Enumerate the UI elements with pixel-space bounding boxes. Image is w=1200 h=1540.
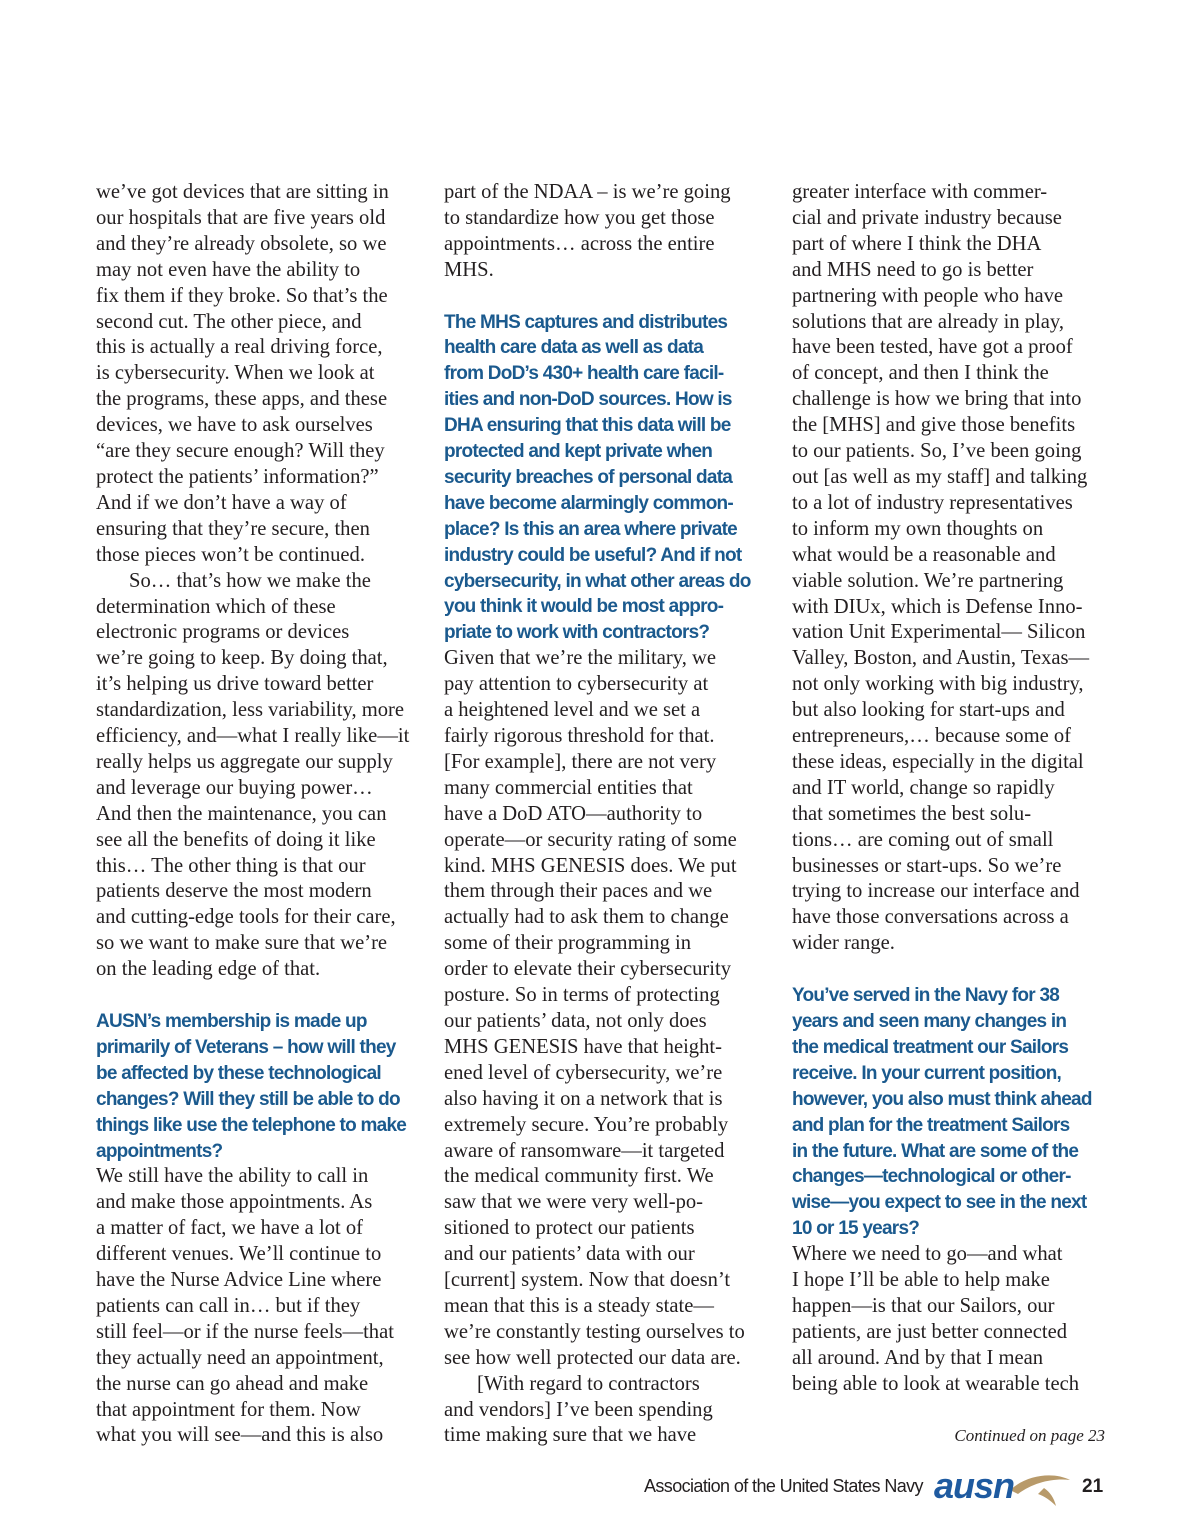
text-line: we’ve got devices that are sitting in bbox=[96, 181, 389, 203]
text-line: I hope I’ll be able to help make bbox=[792, 1269, 1050, 1292]
text-line: wise—you expect to see in the next bbox=[792, 1192, 1087, 1214]
text-line: the nurse can go ahead and make bbox=[96, 1372, 369, 1395]
text-line: and vendors] I’ve been spending bbox=[444, 1398, 713, 1421]
text-line: patients can call in… but if they bbox=[96, 1294, 361, 1317]
paragraph bbox=[792, 1242, 1110, 1397]
text-line: second cut. The other piece, and bbox=[96, 310, 362, 333]
text-line: also having it on a network that is bbox=[444, 1087, 723, 1110]
logo-text: ausn bbox=[934, 1466, 1015, 1506]
text-line: is cybersecurity. When we look at bbox=[96, 362, 375, 385]
text-line: protected and kept private when bbox=[444, 441, 713, 463]
text-line: security breaches of personal data bbox=[444, 466, 733, 488]
text-line: ities and non-DoD sources. How is bbox=[444, 389, 732, 411]
interview-question bbox=[444, 310, 760, 647]
text-line: to inform my own thoughts on bbox=[792, 517, 1044, 540]
text-line: receive. In your current position, bbox=[792, 1062, 1062, 1084]
text-line: So… that’s how we make the bbox=[129, 569, 371, 592]
paragraph bbox=[96, 1164, 414, 1449]
text-line: [For example], there are not very bbox=[444, 750, 717, 773]
text-line: be affected by these technological bbox=[96, 1062, 381, 1084]
text-line: MHS. bbox=[444, 258, 494, 281]
text-line: 10 or 15 years? bbox=[792, 1218, 920, 1240]
paragraph bbox=[792, 180, 1110, 957]
text-line: that appointment for them. Now bbox=[96, 1398, 361, 1421]
paragraph bbox=[96, 569, 414, 984]
text-line: priate to work with contractors? bbox=[444, 622, 710, 644]
text-line: ened level of cybersecurity, we’re bbox=[444, 1061, 723, 1084]
interview-question bbox=[96, 1009, 414, 1164]
text-line: have a DoD ATO—authority to bbox=[444, 802, 703, 825]
text-line: businesses or start-ups. So we’re bbox=[792, 854, 1062, 877]
text-line: sitioned to protect our patients bbox=[444, 1217, 695, 1240]
text-line: may not even have the ability to bbox=[96, 258, 361, 281]
text-line: posture. So in terms of protecting bbox=[444, 984, 720, 1007]
text-line: see all the benefits of doing it like bbox=[96, 828, 376, 851]
column-2 bbox=[444, 180, 760, 1449]
text-line: We still have the ability to call in bbox=[96, 1165, 369, 1188]
text-line: tions… are coming out of small bbox=[792, 828, 1054, 851]
text-line: viable solution. We’re partnering bbox=[792, 569, 1064, 592]
text-line: so we want to make sure that we’re bbox=[96, 932, 388, 955]
text-line: and plan for the treatment Sailors bbox=[792, 1114, 1070, 1136]
text-line: the medical community first. We bbox=[444, 1165, 714, 1188]
text-line: in the future. What are some of the bbox=[792, 1140, 1079, 1162]
text-line: the [MHS] and give those benefits bbox=[792, 414, 1076, 437]
logo-swoosh bbox=[1010, 1475, 1070, 1494]
text-line: place? Is this an area where private bbox=[444, 518, 737, 540]
text-line: this is actually a real driving force, bbox=[96, 336, 383, 359]
text-line: ensuring that they’re secure, then bbox=[96, 517, 370, 540]
text-line: some of their programming in bbox=[444, 932, 692, 955]
text-line: And then the maintenance, you can bbox=[96, 802, 387, 825]
text-line: appointments… across the entire bbox=[444, 232, 715, 255]
text-line: health care data as well as data bbox=[444, 337, 704, 359]
text-line: entrepreneurs,… because some of bbox=[792, 725, 1072, 748]
text-line: patients, are just better connected bbox=[792, 1320, 1068, 1343]
text-line: partnering with people who have bbox=[792, 284, 1064, 307]
column-1 bbox=[96, 180, 414, 1449]
text-line: we’re constantly testing ourselves to bbox=[444, 1320, 745, 1343]
text-line: Valley, Boston, and Austin, Texas— bbox=[792, 647, 1090, 670]
text-line: AUSN’s membership is made up bbox=[96, 1010, 367, 1032]
continued-note: Continued on page 23 bbox=[954, 1426, 1105, 1445]
text-line: a matter of fact, we have a lot of bbox=[96, 1217, 364, 1240]
text-line: really helps us aggregate our supply bbox=[96, 750, 393, 773]
text-line: still feel—or if the nurse feels—that bbox=[96, 1320, 394, 1343]
text-line: out [as well as my staff] and talking bbox=[792, 465, 1088, 488]
text-line: patients deserve the most modern bbox=[96, 880, 372, 903]
text-line: standardization, less variability, more bbox=[96, 699, 405, 722]
text-line: actually had to ask them to change bbox=[444, 906, 729, 929]
text-line: industry could be useful? And if not bbox=[444, 544, 742, 566]
text-line: but also looking for start-ups and bbox=[792, 699, 1065, 722]
text-line: You’ve served in the Navy for 38 bbox=[792, 985, 1060, 1007]
text-line: challenge is how we bring that into bbox=[792, 388, 1082, 411]
text-line: cial and private industry because bbox=[792, 206, 1062, 229]
text-line: kind. MHS GENESIS does. We put bbox=[444, 854, 737, 877]
text-line: The MHS captures and distributes bbox=[444, 311, 728, 333]
text-line: extremely secure. You’re probably bbox=[444, 1113, 729, 1136]
footer-association-name: Association of the United States Navy bbox=[644, 1476, 923, 1496]
text-line: you think it would be most appro- bbox=[444, 596, 724, 618]
text-line: not only working with big industry, bbox=[792, 673, 1084, 696]
text-line: And if we don’t have a way of bbox=[96, 491, 347, 514]
paragraph bbox=[444, 1372, 760, 1450]
text-line: trying to increase our interface and bbox=[792, 880, 1080, 903]
interview-question bbox=[792, 983, 1110, 1242]
text-line: wider range. bbox=[792, 932, 895, 955]
text-line: we’re going to keep. By doing that, bbox=[96, 647, 388, 670]
text-line: electronic programs or devices bbox=[96, 621, 350, 644]
text-line: have those conversations across a bbox=[792, 906, 1069, 929]
text-line: they actually need an appointment, bbox=[96, 1346, 384, 1369]
text-line: being able to look at wearable tech bbox=[792, 1372, 1080, 1395]
text-line: have become alarmingly common- bbox=[444, 492, 733, 514]
text-line: changes—technological or other- bbox=[792, 1166, 1071, 1188]
text-line: “are they secure enough? Will they bbox=[96, 440, 385, 463]
text-line: the medical treatment our Sailors bbox=[792, 1036, 1069, 1058]
text-line: a heightened level and we set a bbox=[444, 699, 701, 722]
text-line: these ideas, especially in the digital bbox=[792, 750, 1084, 773]
text-line: primarily of Veterans – how will they bbox=[96, 1036, 396, 1058]
page-number: 21 bbox=[1082, 1476, 1104, 1497]
text-line: Given that we’re the military, we bbox=[444, 647, 717, 670]
text-line: however, you also must think ahead bbox=[792, 1088, 1092, 1110]
text-line: Where we need to go—and what bbox=[792, 1243, 1063, 1266]
text-line: [current] system. Now that doesn’t bbox=[444, 1269, 731, 1292]
text-line: those pieces won’t be continued. bbox=[96, 543, 365, 566]
text-line: and MHS need to go is better bbox=[792, 258, 1034, 281]
text-line: happen—is that our Sailors, our bbox=[792, 1294, 1055, 1317]
text-line: vation Unit Experimental— Silicon bbox=[792, 621, 1086, 644]
text-line: greater interface with commer- bbox=[792, 181, 1048, 203]
text-line: and our patients’ data with our bbox=[444, 1243, 695, 1266]
text-line: our hospitals that are five years old bbox=[96, 206, 386, 229]
text-line: what you will see—and this is also bbox=[96, 1424, 384, 1447]
text-line: and they’re already obsolete, so we bbox=[96, 232, 387, 255]
text-line: solutions that are already in play, bbox=[792, 310, 1065, 333]
text-line: and cutting-edge tools for their care, bbox=[96, 906, 396, 929]
text-line: to standardize how you get those bbox=[444, 206, 715, 229]
text-line: appointments? bbox=[96, 1140, 223, 1162]
text-line: [With regard to contractors bbox=[477, 1372, 700, 1395]
text-line: aware of ransomware—it targeted bbox=[444, 1139, 725, 1162]
text-line: many commercial entities that bbox=[444, 776, 693, 799]
text-line: with DIUx, which is Defense Inno- bbox=[792, 595, 1083, 618]
text-line: on the leading edge of that. bbox=[96, 958, 321, 981]
text-line: time making sure that we have bbox=[444, 1424, 697, 1447]
text-line: that sometimes the best solu- bbox=[792, 802, 1032, 825]
text-line: to our patients. So, I’ve been going bbox=[792, 440, 1082, 463]
text-line: fairly rigorous threshold for that. bbox=[444, 725, 715, 748]
text-line: all around. And by that I mean bbox=[792, 1346, 1044, 1369]
paragraph bbox=[444, 180, 760, 284]
text-line: efficiency, and—what I really like—it bbox=[96, 725, 410, 748]
text-line: the programs, these apps, and these bbox=[96, 388, 388, 411]
text-line: to a lot of industry representatives bbox=[792, 491, 1073, 514]
text-line: this… The other thing is that our bbox=[96, 854, 366, 877]
text-line: our patients’ data, not only does bbox=[444, 1009, 707, 1032]
text-line: DHA ensuring that this data will be bbox=[444, 415, 731, 437]
text-line: saw that we were very well-po- bbox=[444, 1191, 704, 1214]
text-line: see how well protected our data are. bbox=[444, 1346, 741, 1369]
text-line: pay attention to cybersecurity at bbox=[444, 673, 709, 696]
text-line: mean that this is a steady state— bbox=[444, 1294, 714, 1317]
text-line: determination which of these bbox=[96, 595, 336, 618]
text-line: cybersecurity, in what other areas do bbox=[444, 570, 751, 592]
text-line: operate—or security rating of some bbox=[444, 828, 737, 851]
text-line: MHS GENESIS have that height- bbox=[444, 1035, 722, 1058]
text-line: what would be a reasonable and bbox=[792, 543, 1056, 566]
text-line: and leverage our buying power… bbox=[96, 776, 373, 799]
text-line: years and seen many changes in bbox=[792, 1010, 1067, 1032]
text-line: and make those appointments. As bbox=[96, 1191, 373, 1214]
text-line: things like use the telephone to make bbox=[96, 1114, 407, 1136]
logo-swoosh-tail bbox=[1038, 1488, 1056, 1506]
text-line: it’s helping us drive toward better bbox=[96, 673, 374, 696]
column-3 bbox=[792, 180, 1110, 1398]
text-line: them through their paces and we bbox=[444, 880, 713, 903]
paragraph bbox=[444, 646, 760, 1371]
text-line: and IT world, change so rapidly bbox=[792, 776, 1055, 799]
paragraph bbox=[96, 180, 414, 569]
text-line: devices, we have to ask ourselves bbox=[96, 414, 373, 437]
text-line: order to elevate their cybersecurity bbox=[444, 958, 732, 981]
text-line: from DoD’s 430+ health care facil- bbox=[444, 363, 724, 385]
text-line: protect the patients’ information?” bbox=[96, 465, 379, 488]
ausn-logo bbox=[932, 1466, 1072, 1512]
text-line: have been tested, have got a proof bbox=[792, 336, 1073, 359]
text-line: of concept, and then I think the bbox=[792, 362, 1049, 385]
text-line: have the Nurse Advice Line where bbox=[96, 1269, 382, 1292]
text-line: part of the NDAA – is we’re going bbox=[444, 181, 731, 203]
text-line: different venues. We’ll continue to bbox=[96, 1243, 382, 1266]
text-line: changes? Will they still be able to do bbox=[96, 1088, 400, 1110]
text-line: part of where I think the DHA bbox=[792, 232, 1042, 255]
text-line: fix them if they broke. So that’s the bbox=[96, 284, 388, 307]
